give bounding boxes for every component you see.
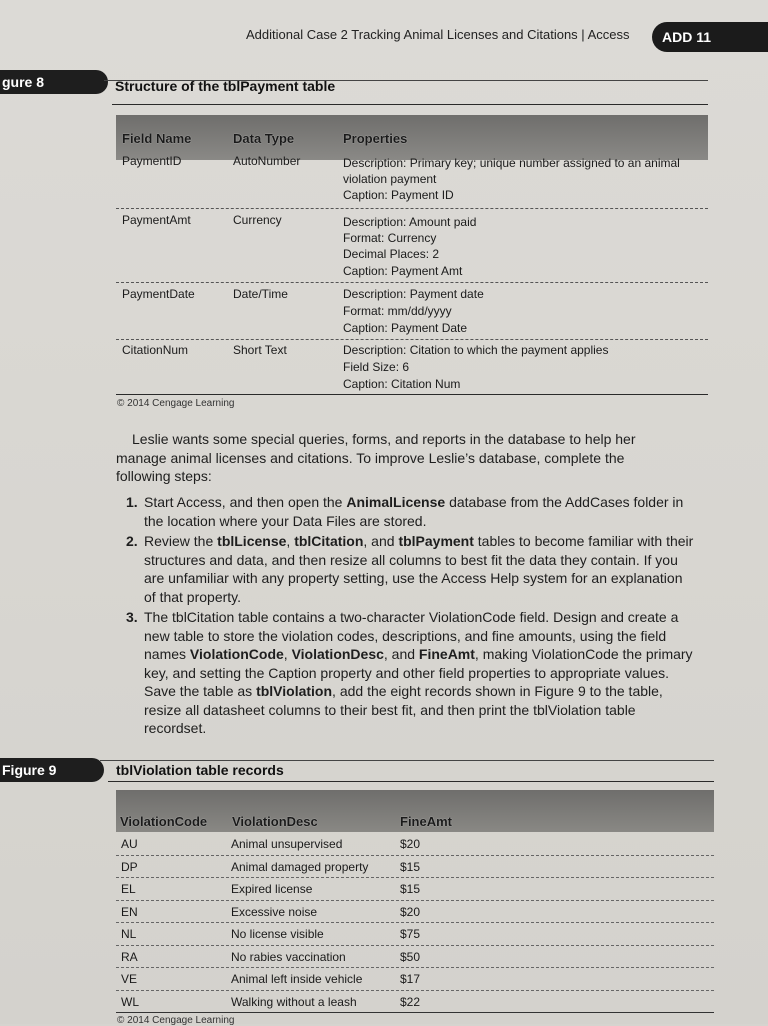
step-text: Review the tblLicense, tblCitation, and tblPayment tables to become familiar with their structures and data, and then resize all columns to best fit the data they contain. If you are unfamiliar with any property setting, use the Access Help system for an explanation of that property. [144, 533, 694, 605]
fine-cell: $17 [400, 972, 421, 986]
table-row [116, 833, 714, 856]
figure-9-title: tblViolation table records [116, 762, 284, 778]
step-text: The tblCitation table contains a two-character ViolationCode field. Design and create a new table to store the violation codes, descriptions, and fine amounts, using the field names ViolationCode, ViolationDesc, and FineAmt, making ViolationCode the primary key, and setting the Caption property and other field properties to appropriate values. Save the table as tblViolation, add the eight records shown in Figure 9 to the table, resize all datasheet columns to their best fit, and then print the tblViolation table recordset. [144, 609, 693, 736]
description-cell: No rabies vaccination [231, 949, 346, 964]
property-line: Format: mm/dd/yyyy [343, 304, 452, 318]
step-3 [126, 608, 696, 738]
property-line: Decimal Places: 2 [343, 247, 440, 261]
data-type-cell: Date/Time [233, 287, 288, 301]
figure-8-credit: © 2014 Cengage Learning [117, 398, 235, 409]
property-line: Description: Payment date [343, 287, 484, 301]
code-cell: WL [121, 994, 139, 1009]
fine-cell: $22 [400, 994, 421, 1009]
figure-8-label: gure 8 [0, 70, 108, 94]
column-header: Data Type [233, 131, 295, 146]
property-line: Caption: Payment Date [343, 321, 468, 335]
data-type-cell: AutoNumber [233, 154, 301, 168]
step-number: 1. [126, 494, 138, 510]
description-cell: Animal left inside vehicle [231, 972, 363, 986]
table-bottom-rule [116, 394, 708, 395]
column-header: ViolationDesc [232, 814, 318, 829]
property-line: violation payment [343, 172, 437, 186]
table-row [116, 856, 714, 879]
code-cell: DP [121, 859, 138, 874]
fine-cell: $50 [400, 949, 421, 964]
fine-cell: $20 [400, 837, 421, 851]
field-name-cell: CitationNum [122, 343, 189, 357]
description-cell: Animal unsupervised [231, 837, 343, 851]
code-cell: RA [121, 949, 138, 964]
property-line: Description: Primary key; unique number assigned to an animal [343, 156, 680, 170]
field-name-cell: PaymentID [122, 154, 182, 168]
property-line: Format: Currency [343, 231, 437, 245]
step-1 [126, 493, 696, 531]
figure-9-title-underline [108, 781, 714, 782]
data-type-cell: Short Text [233, 343, 287, 357]
table-row [116, 878, 714, 901]
code-cell: VE [121, 972, 138, 986]
field-name-cell: PaymentAmt [122, 213, 191, 227]
code-cell: AU [121, 837, 138, 851]
step-2 [126, 532, 696, 608]
property-line: Caption: Citation Num [343, 377, 461, 391]
figure-8-title: Structure of the tblPayment table [115, 78, 336, 94]
table-row [116, 901, 714, 924]
property-line: Description: Amount paid [343, 215, 477, 229]
figure-9-label: Figure 9 [0, 758, 104, 782]
field-name-cell: PaymentDate [122, 287, 195, 301]
table-bottom-rule [116, 1012, 714, 1013]
intro-paragraph: Leslie wants some special queries, forms, and reports in the database to help her manage animal licenses and citations. To improve Leslie’s database, complete the following steps: [116, 431, 636, 484]
code-cell: EN [121, 904, 138, 919]
table-row [116, 991, 714, 1014]
page-number-badge: ADD 11 [652, 22, 768, 52]
step-number: 2. [126, 533, 138, 549]
description-cell: Walking without a leash [231, 994, 357, 1009]
description-cell: Excessive noise [231, 904, 318, 919]
row-separator [116, 339, 708, 340]
description-cell: Animal damaged property [231, 859, 369, 874]
fine-cell: $20 [400, 904, 421, 919]
fine-cell: $15 [400, 859, 421, 874]
fine-cell: $75 [400, 927, 421, 941]
table-row [116, 946, 714, 969]
table-header-row [116, 115, 708, 160]
data-type-cell: Currency [233, 213, 282, 227]
property-line: Caption: Payment Amt [343, 264, 463, 278]
violation-table-header [116, 790, 714, 832]
property-line: Description: Citation to which the payment applies [343, 343, 609, 357]
fine-cell: $15 [400, 882, 421, 896]
row-separator [116, 282, 708, 283]
description-cell: No license visible [231, 927, 324, 941]
column-header: Field Name [122, 131, 192, 146]
figure-9-credit: © 2014 Cengage Learning [117, 1015, 235, 1026]
property-line: Field Size: 6 [343, 360, 410, 374]
row-separator [116, 208, 708, 209]
step-number: 3. [126, 609, 138, 625]
property-line: Caption: Payment ID [343, 188, 454, 202]
running-head: Additional Case 2 Tracking Animal Licenses and Citations | Access [246, 27, 630, 42]
figure-9-top-rule [100, 760, 714, 761]
figure-8-title-underline [112, 104, 708, 105]
column-header: ViolationCode [120, 814, 208, 829]
step-text: Start Access, and then open the AnimalLicense database from the AddCases folder in the location where your Data Files are stored. [144, 494, 684, 529]
column-header: Properties [343, 131, 408, 146]
code-cell: EL [121, 882, 136, 896]
table-row [116, 968, 714, 991]
code-cell: NL [121, 927, 137, 941]
table-row [116, 923, 714, 946]
description-cell: Expired license [231, 882, 313, 896]
column-header: FineAmt [400, 814, 452, 829]
